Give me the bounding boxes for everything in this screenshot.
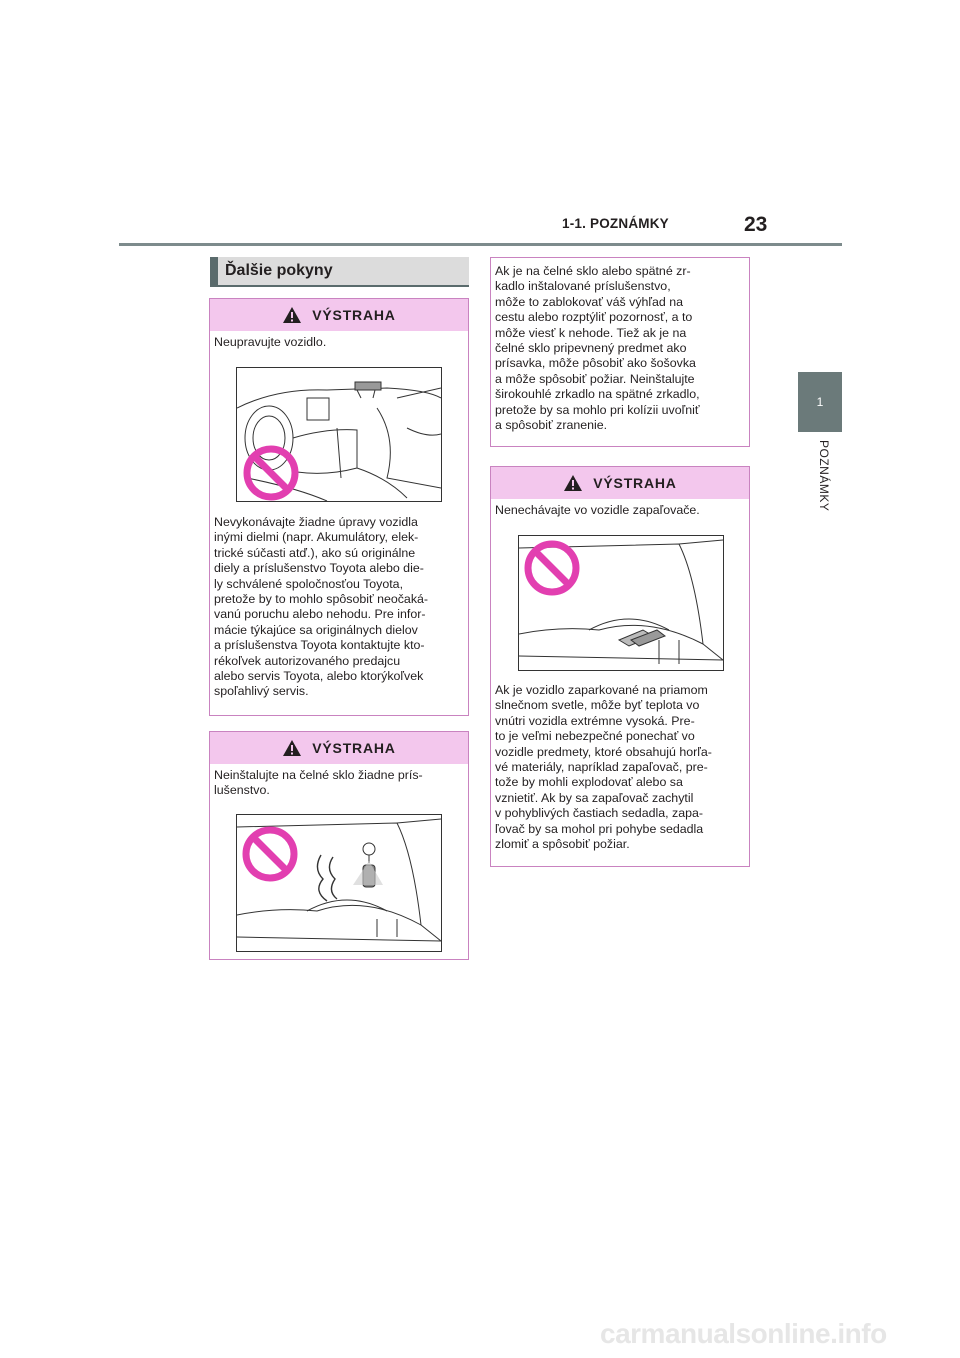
section-heading-bar	[210, 257, 218, 287]
warning-title: VÝSTRAHA	[312, 740, 396, 756]
prohibition-icon	[241, 825, 299, 883]
warning-text: Nenechávajte vo vozidle zapaľovače.	[495, 503, 700, 517]
warning-header	[210, 732, 468, 764]
watermark-logo: carmanualsonline.info	[600, 1318, 887, 1349]
warning-header	[210, 299, 468, 331]
header-rule	[119, 243, 842, 246]
warning-box-continued	[490, 257, 750, 447]
chapter-label	[809, 440, 835, 540]
warning-header	[491, 467, 749, 499]
running-header-section: 1-1. POZNÁMKY	[562, 216, 669, 231]
warning-text: Ak je vozidlo zaparkované na priamom slnečnom svetle, môže byť teplota vo vnútri vozidla extrémne vysoká. Pre- to je veľmi nebezpečné ponechať vo vozidle predmety, ktoré obsahujú horľa- vé materiály, napríklad zapaľovač, pre- tože by mohli explodovať alebo sa vznietiť. Ak by sa zapaľovač zachytil v pohyblivých častiach sedadla, zapa- ľovač by sa mohol pri pohybe sedadla zlomiť a spôsobiť požiar.	[495, 683, 712, 852]
section-heading-underline	[218, 285, 469, 287]
page-number: 23	[744, 213, 768, 236]
chapter-tab[interactable]	[798, 372, 842, 432]
warning-text: Ak je na čelné sklo alebo spätné zr- kadlo inštalované príslušenstvo, môže to zablokovať váš výhľad na cestu alebo rozptýliť pozornosť, a to môže viesť k nehode. Tiež ak je na čelné sklo pripevnený predmet ako prísavka, môže pôsobiť ako šošovka a môže spôsobiť požiar. Neinštalujte širokouhlé zrkadlo na spätné zrkadlo, pretože by sa mohlo pri kolízii uvoľniť a spôsobiť zranenie.	[495, 264, 700, 433]
warning-box-windshield	[209, 731, 469, 960]
prohibition-icon	[242, 444, 300, 502]
warning-title: VÝSTRAHA	[312, 307, 396, 323]
section-heading-text: Ďalšie pokyny	[225, 262, 333, 279]
warning-title: VÝSTRAHA	[593, 475, 677, 491]
chapter-number: 1	[816, 395, 824, 409]
chapter-label-text: POZNÁMKY	[817, 440, 831, 512]
warning-text: Neupravujte vozidlo.	[214, 335, 327, 349]
prohibition-icon	[523, 539, 581, 597]
warning-triangle-icon	[282, 739, 302, 757]
warning-text: Nevykonávajte žiadne úpravy vozidla inými dielmi (napr. Akumulátory, elek- trické súčasti atď.), ako sú originálne diely a príslušenstvo Toyota alebo die- ly schválené spoločnosťou Toyota, pretože by to mohlo spôsobiť neočaká- vanú poruchu alebo nehodu. Pre infor- mácie týkajúce sa originálnych dielov a príslušenstva Toyota kontaktujte kto- rékoľvek autorizovaného predajcu alebo servis Toyota, alebo ktorýkoľvek spoľahlivý servis.	[214, 515, 429, 699]
warning-box-modification	[209, 298, 469, 716]
warning-text: Neinštalujte na čelné sklo žiadne prís- lušenstvo.	[214, 768, 423, 798]
warning-triangle-icon	[282, 306, 302, 324]
warning-triangle-icon	[563, 474, 583, 492]
section-heading	[210, 257, 469, 287]
warning-box-lighters	[490, 466, 750, 867]
